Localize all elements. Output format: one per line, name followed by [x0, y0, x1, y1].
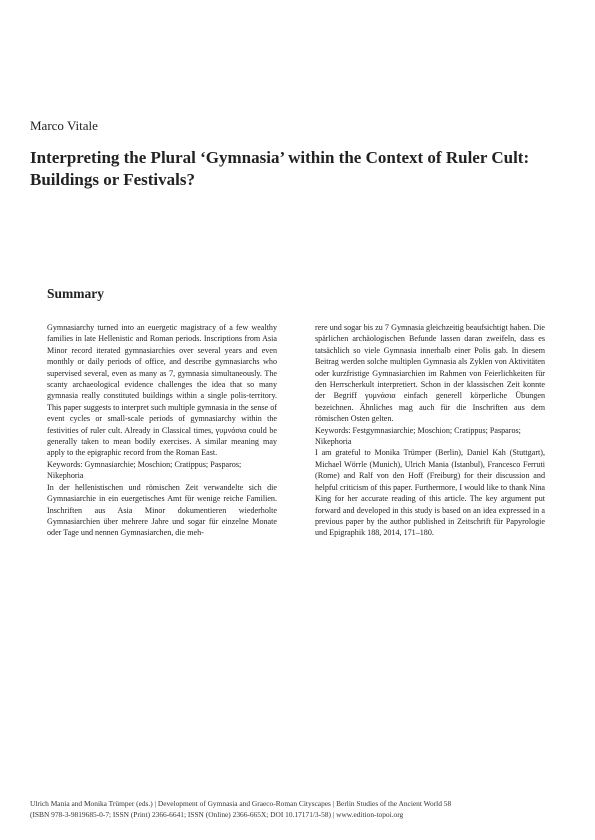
acknowledgement: I am grateful to Monika Trümper (Berlin), Daniel Kah (Stuttgart), Michael Wörrle (Munich), Ulrich Mania (Istanbul), Francesco Ferruti (Rome) and Ralf von den Hoff (Freiburg) for their discussion and helpful criticism of this paper. Furthermore, I would like to thank Nina King for her accurate reading of this article. The key argument put forward and developed in this study is based on an idea expressed in a previous paper by the author published in Zeitschrift für Papyrologie und Epigraphik 188, 2014, 171–180.	[315, 448, 545, 538]
author-name: Marco Vitale	[30, 118, 98, 133]
german-summary-part2: rere und sogar bis zu 7 Gymnasia gleichzeitig beaufsichtigt haben. Die spärlichen archäologischen Befunde lassen daran zweifeln, dass es tatsächlich so viele Gymnasia innerhalb einer Polis gab. In diesem Beitrag werden solche multiplen Gymnasia als Zyklen von Aktivitäten oder kurzfristige Gymnasiarchien im Rahmen von Feierlichkeiten für den Herrscherkult interpretiert. Schon in der klassischen Zeit konnte der Begriff γυμνάσια einfach generell körperliche Übungen bezeichnen. Ähnliches mag auch für die Inschriften aus dem römischen Osten gelten.	[315, 323, 545, 424]
footer-isbn-line: (ISBN 978-3-9819685-0-7; ISSN (Print) 2366-6641; ISSN (Online) 2366-665X; DOI 10.17171/3-58) | www.edition-topoi.org	[30, 810, 404, 819]
german-keywords: Keywords: Festgymnasiarchie; Moschion; Cratippus; Pasparos; Nikephoria	[315, 425, 521, 447]
english-summary: Gymnasiarchy turned into an euergetic magistracy of a few wealthy families in late Hellenistic and Roman periods. Inscriptions from Asia Minor record iterated gymnasiarchies over several years and even monthly or daily periods of office, and describe gymnasiarchs who supervised several, even as many as 7, gymnasia simultaneously. The scanty archaeological evidence challenges the idea that so many gymnasia really constituted buildings within a single polis-territory. This paper suggests to interpret such multiple gymnasia in the sense of event cycles or small-scale periods of gymnasiarchy within the festivities of ruler cult. Already in Classical times, γυμνάσια could be generally taken to mean bodily exercises. A similar meaning may apply to the epigraphic record from the Roman East.	[47, 323, 277, 458]
right-column	[315, 322, 545, 539]
english-keywords: Keywords: Gymnasiarchie; Moschion; Cratippus; Pasparos; Nikephoria	[47, 459, 242, 481]
summary-heading: Summary	[47, 286, 104, 301]
left-column	[47, 322, 277, 539]
footer-publication-line: Ulrich Mania and Monika Trümper (eds.) | Development of Gymnasia and Graeco-Roman Cityscapes | Berlin Studies of the Ancient World 58	[30, 799, 452, 808]
article-title: Interpreting the Plural ‘Gymnasia’ within the Context of Ruler Cult: Buildings or Festivals?	[30, 148, 530, 189]
page-footer	[30, 798, 580, 820]
german-summary-part1: In der hellenistischen und römischen Zeit verwandelte sich die Gymnasiarchie in ein euergetisches Amt für wenige reiche Familien. Inschriften aus Asia Minor dokumentieren wiederholte Gymnasiarchien über mehrere Jahre und sogar für einzelne Monate oder Tage und nennen Gymnasiarchen, die meh-	[47, 482, 277, 538]
